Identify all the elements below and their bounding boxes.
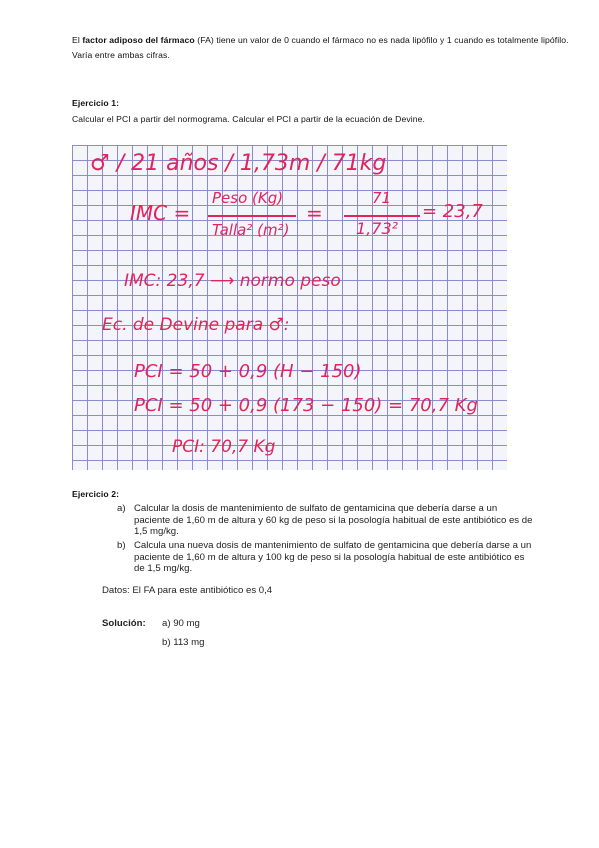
solution-a: a) 90 mg	[162, 618, 200, 629]
hw-imc-conclusion: IMC: 23,7 ⟶ normo peso	[124, 271, 341, 291]
intro-paragraph	[72, 33, 572, 63]
intro-rest: (FA) tiene un valor de 0 cuando el fármaco no es nada lipófilo y 1 cuando es totalmente lipófilo. Varía entre ambas cifras.	[72, 35, 569, 60]
hw-frac2-numerator: 71	[372, 189, 392, 207]
hw-frac1-denominator: Talla² (m²)	[212, 221, 290, 239]
item-a-text: Calcular la dosis de mantenimiento de sulfato de gentamicina que debería darse a un paciente de 1,60 m de altura y 60 kg de peso si la posología habitual de este antibiótico es de 1,5 mg/kg.	[134, 503, 533, 537]
hw-devine-formula: PCI = 50 + 0,9 (H − 150)	[134, 361, 362, 382]
hw-frac2-denominator: 1,73²	[356, 219, 399, 238]
datos-line: Datos: El FA para este antibiótico es 0,4	[102, 585, 273, 596]
handwritten-grid-image	[72, 145, 507, 470]
solution-b: b) 113 mg	[162, 637, 205, 648]
hw-devine-calculation: PCI = 50 + 0,9 (173 − 150) = 70,7 Kg	[134, 395, 478, 416]
hw-frac1-numerator: Peso (Kg)	[212, 189, 284, 207]
item-b-text: Calcula una nueva dosis de mantenimiento de sulfato de gentamicina que debería darse a un paciente de 1,60 m de altura y 100 kg de peso si la posología habitual de este antibiótico es de 1,5 mg/kg.	[134, 540, 532, 574]
hw-frac1-bar	[208, 215, 296, 217]
item-a-label: a)	[117, 503, 126, 514]
hw-devine-heading: Ec. de Devine para ♂:	[102, 315, 290, 335]
hw-imc-result: = 23,7	[422, 201, 483, 222]
hw-pci-result: PCI: 70,7 Kg	[172, 437, 276, 457]
hw-equals: =	[306, 201, 323, 225]
hw-patient-line: ♂ / 21 años / 1,73m / 71kg	[90, 151, 387, 176]
item-b-label: b)	[117, 540, 126, 551]
intro-lead: El	[72, 35, 83, 45]
hw-imc-label: IMC =	[130, 201, 191, 225]
hw-frac2-bar	[344, 215, 420, 217]
intro-bold-term: factor adiposo del fármaco	[82, 35, 195, 45]
exercise1-text: Calcular el PCI a partir del normograma. Calcular el PCI a partir de la ecuación de Devine.	[72, 114, 426, 124]
exercise2-title: Ejercicio 2:	[72, 489, 120, 499]
exercise1-title: Ejercicio 1:	[72, 98, 120, 108]
solution-label: Solución:	[102, 618, 146, 629]
